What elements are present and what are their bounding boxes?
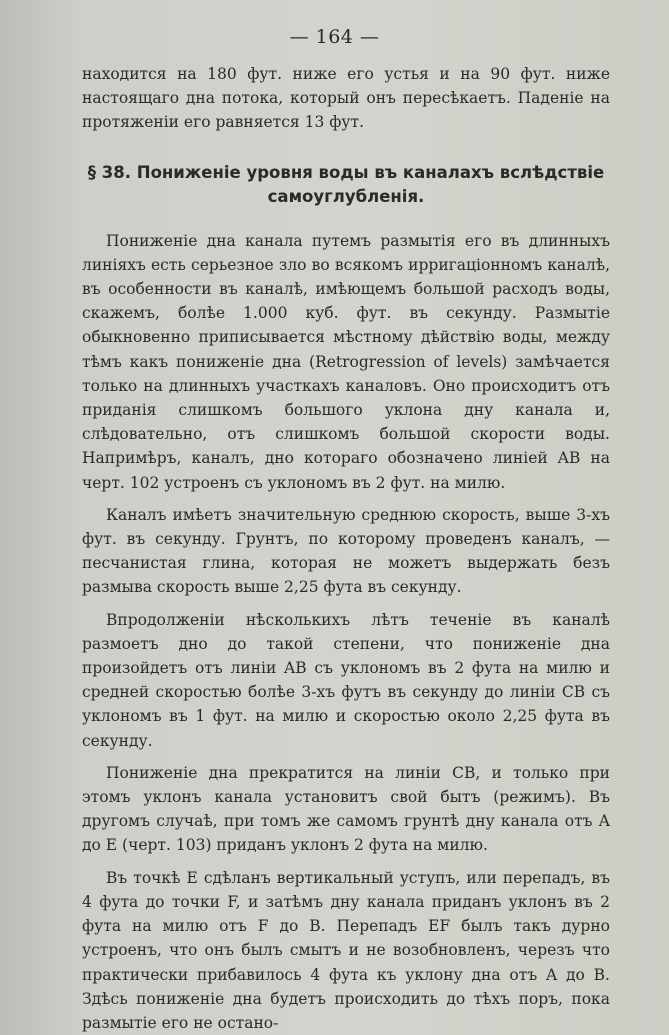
body-paragraph: Каналъ имѣетъ значительную среднюю скорость, выше 3-хъ фут. въ секунду. Грунтъ, по которому проведенъ каналъ, — песчанистая глина, которая не можетъ выдержать безъ размыва скорость выше 2,25 фута въ секунду. [82,505,610,597]
body-paragraph: Пониженіе дна канала путемъ размытія его въ длинныхъ линіяхъ есть серьезное зло во всякомъ ирригаціонномъ каналѣ, въ особенности въ каналѣ, имѣющемъ большой расходъ воды, скажемъ, болѣе 1.000 куб. фут. въ секунду. Размытіе обыкновенно приписывается мѣстному дѣйствію воды, между тѣмъ какъ пониженіе дна (Retrogression of levels) замѣчается только на длинныхъ участкахъ каналовъ. Оно происходитъ отъ приданія слишкомъ большого уклона дну канала и, слѣдовательно, отъ слишкомъ большой скорости воды. Напримѣръ, каналъ, дно котораго обозначено линіей AB на черт. 102 устроенъ съ уклономъ въ 2 фут. на милю. [82,231,610,492]
body-paragraph: Пониженіе дна прекратится на линіи CB, и только при этомъ уклонъ канала установитъ свой бытъ (режимъ). Въ другомъ случаѣ, при томъ же самомъ грунтѣ дну канала отъ A до E (черт. 103) приданъ уклонъ 2 фута на милю. [82,763,610,855]
section-heading: § 38. Пониженіе уровня воды въ каналахъ вслѣдствіе самоуглубленія. [87,162,605,206]
body-paragraph: Въ точкѣ E сдѣланъ вертикальный уступъ, или перепадъ, въ 4 фута до точки F, и затѣмъ дну канала приданъ уклонъ въ 2 фута на милю отъ F до B. Перепадъ EF былъ такъ дурно устроенъ, что онъ былъ смытъ и не возобновленъ, черезъ что практически прибавилось 4 фута къ уклону дна отъ A до B. Здѣсь пониженіе дна будетъ происходить до тѣхъ поръ, пока размытіе его не остано- [82,868,610,1032]
page-number: — 164 — [289,26,380,48]
intro-paragraph: находится на 180 фут. ниже его устья и на 90 фут. ниже настоящаго дна потока, который онъ пересѣкаетъ. Паденіе на протяженіи его равняется 13 фут. [82,65,610,132]
page-body [82,62,610,1035]
body-paragraph: Впродолженіи нѣсколькихъ лѣтъ теченіе въ каналѣ размоетъ дно до такой степени, что пониженіе дна произойдетъ отъ линіи AB съ уклономъ въ 2 фута на милю и средней скоростью болѣе 3-хъ футъ въ секунду до линіи CB съ уклономъ въ 1 фут. на милю и скоростью около 2,25 фута въ секунду. [82,610,610,750]
